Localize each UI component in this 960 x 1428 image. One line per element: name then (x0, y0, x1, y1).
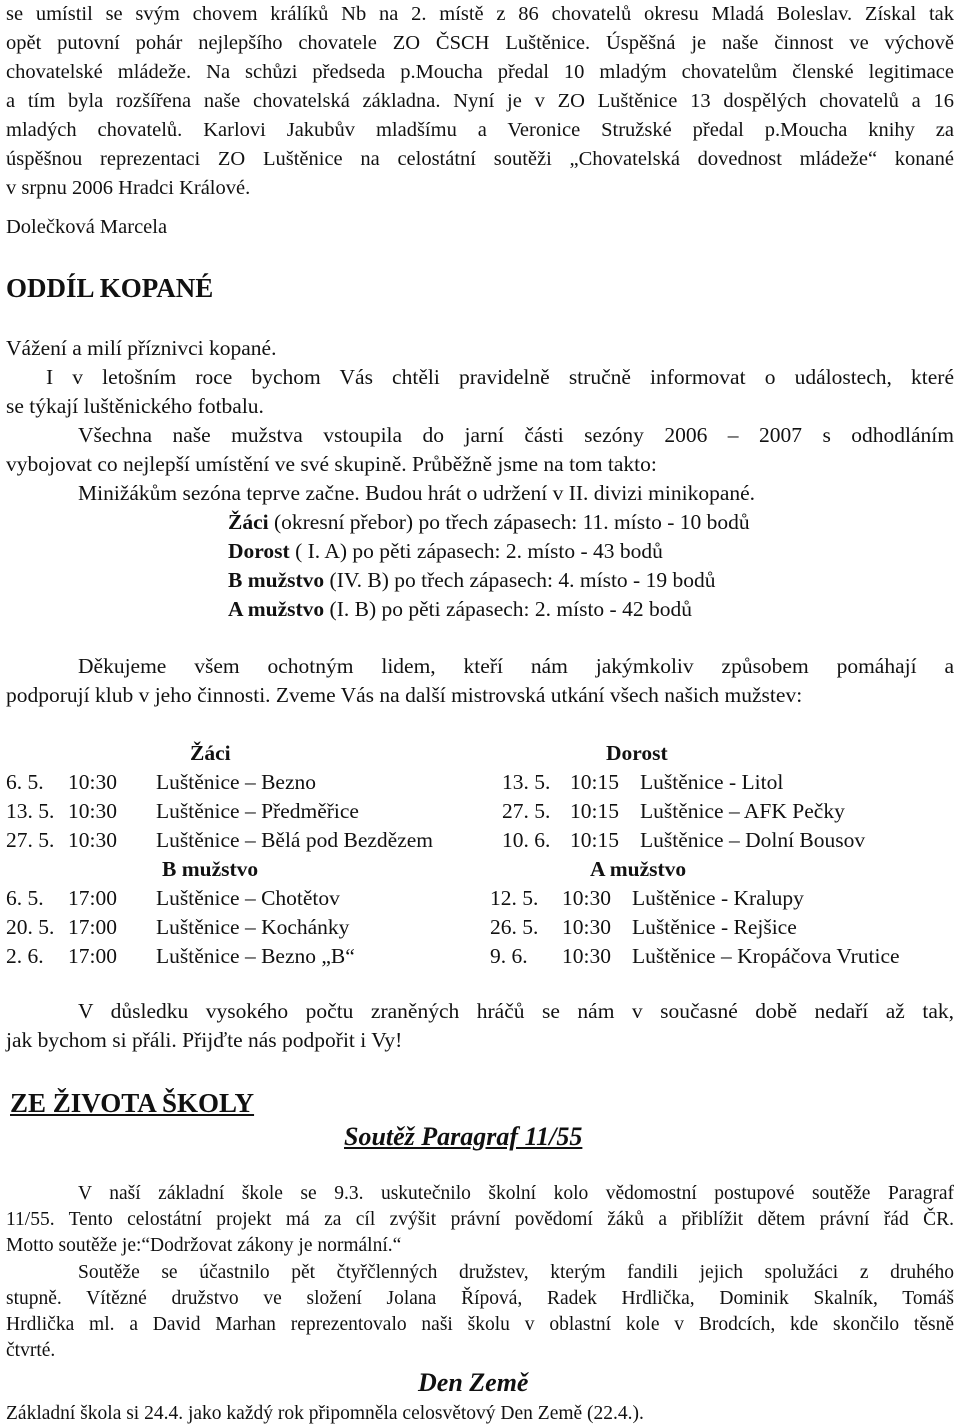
text-line: mladých chovatelů. Karlovi Jakubův mladšímu a Veronice Stružské předal p.Moucha knihy za (6, 119, 954, 141)
text-line: Soutěže se účastnilo pět čtyřčlenných družstev, kterým fandili jejich spolužáci z druhého (78, 1262, 954, 1283)
team-name: Dorost (228, 539, 290, 563)
standing-detail: (IV. B) po třech zápasech: 4. místo - 19 bodů (324, 568, 716, 592)
match-time: 10:15 (570, 828, 619, 852)
match-date: 26. 5. (490, 915, 539, 939)
text-line: Základní škola si 24.4. jako každý rok připomněla celosvětový Den Země (22.4.). (6, 1403, 644, 1424)
match-teams: Luštěnice – Bělá pod Bezdězem (156, 828, 434, 852)
match-teams: Luštěnice - Rejšice (632, 915, 797, 939)
match-teams: Luštěnice – Dolní Bousov (640, 828, 866, 852)
standings-intro: Minižákům sezóna teprve začne. Budou hrát o udržení v II. divizi minikopané. (78, 481, 756, 505)
match-teams: Luštěnice – Bezno „B“ (156, 944, 355, 968)
match-date: 9. 6. (490, 944, 528, 968)
section-heading: ZE ŽIVOTA ŠKOLY (10, 1088, 255, 1118)
match-date: 13. 5. (6, 799, 55, 823)
match-teams: Luštěnice - Litol (640, 770, 784, 794)
match-date: 10. 6. (502, 828, 551, 852)
match-teams: Luštěnice – AFK Pečky (640, 799, 845, 823)
author-signature: Dolečková Marcela (6, 216, 168, 238)
text-line: a tím byla rozšířena naše chovatelská základna. Nyní je v ZO Luštěnice 13 dospělých chovatelů a 16 (6, 90, 954, 112)
team-name: B mužstvo (228, 568, 325, 592)
match-date: 6. 5. (6, 770, 44, 794)
match-date: 20. 5. (6, 915, 55, 939)
text-line: I v letošním roce bychom Vás chtěli pravidelně stručně informovat o událostech, které (46, 365, 954, 389)
text-line: vybojovat co nejlepší umístění ve své skupině. Průběžně jsme na tom takto: (6, 452, 657, 476)
match-time: 10:30 (68, 799, 117, 823)
greeting: Vážení a milí příznivci kopané. (6, 336, 277, 360)
text-line: úspěšnou reprezentaci ZO Luštěnice na celostátní soutěži „Chovatelská dovednost mládeže“ konané (6, 148, 954, 170)
section-heading: ODDÍL KOPANÉ (6, 273, 214, 303)
text-line: v srpnu 2006 Hradci Králové. (6, 177, 251, 199)
text-line: V důsledku vysokého počtu zraněných hráčů se nám v současné době nedaří až tak, (78, 999, 954, 1023)
text-line: Hrdlička ml. a David Marhan reprezentovalo naši školu v oblastní kole v Brodcích, kde skončilo těsně (6, 1314, 954, 1335)
text-line: podporují klub v jeho činnosti. Zveme Vás na další mistrovská utkání všech našich mužstev: (6, 683, 803, 707)
match-teams: Luštěnice – Chotětov (156, 886, 340, 910)
text-line: čtvrté. (6, 1340, 56, 1361)
match-time: 10:30 (562, 915, 611, 939)
match-date: 6. 5. (6, 886, 44, 910)
match-date: 27. 5. (502, 799, 551, 823)
match-time: 17:00 (68, 944, 117, 968)
match-time: 10:15 (570, 770, 619, 794)
text-line: Všechna naše mužstva vstoupila do jarní části sezóny 2006 – 2007 s odhodláním (78, 423, 954, 447)
match-time: 10:30 (562, 944, 611, 968)
article-title: Den Země (418, 1368, 529, 1397)
text-line: se týkají luštěnického fotbalu. (6, 394, 264, 418)
text-line: se umístil se svým chovem králíků Nb na 2. místě z 86 chovatelů okresu Mladá Boleslav. Získal tak (6, 3, 954, 25)
article-title: Soutěž Paragraf 11/55 (344, 1122, 583, 1151)
standing-detail: (I. B) po pěti zápasech: 2. místo - 42 bodů (324, 597, 692, 621)
text-line: chovatelské mládeže. Na schůzi předseda p.Moucha předal 10 mladým chovatelům členské legitimace (6, 61, 954, 83)
match-teams: Luštěnice – Předměřice (156, 799, 359, 823)
match-time: 17:00 (68, 915, 117, 939)
match-time: 10:30 (562, 886, 611, 910)
match-teams: Luštěnice – Bezno (156, 770, 317, 794)
match-teams: Luštěnice – Kochánky (156, 915, 350, 939)
text-line: jak bychom si přáli. Přijďte nás podpořit i Vy! (6, 1028, 403, 1052)
standing-row (228, 570, 960, 592)
match-date: 13. 5. (502, 770, 551, 794)
match-time: 10:30 (68, 828, 117, 852)
standing-detail: ( I. A) po pěti zápasech: 2. místo - 43 bodů (289, 539, 663, 563)
schedule-heading-b-muzstvo: B mužstvo (162, 857, 259, 881)
schedule-heading-zaci: Žáci (190, 741, 231, 765)
standing-row (228, 599, 960, 621)
text-line: 11/55. Tento celostátní projekt má za cíl zvýšit právní povědomí žáků a přiblížit dětem právní řád ČR. (6, 1209, 954, 1230)
schedule-heading-dorost: Dorost (606, 741, 668, 765)
standing-detail: (okresní přebor) po třech zápasech: 11. místo - 10 bodů (268, 510, 750, 534)
match-date: 2. 6. (6, 944, 44, 968)
text-line: stupně. Vítězné družstvo ve složení Jolana Řípová, Radek Hrdlička, Dominik Skalník, Tomáš (6, 1288, 954, 1309)
match-teams: Luštěnice - Kralupy (632, 886, 804, 910)
schedule-heading-a-muzstvo: A mužstvo (590, 857, 687, 881)
standing-row (228, 541, 960, 563)
text-line: opět putovní pohár nejlepšího chovatele ZO ČSCH Luštěnice. Úspěšná je naše činnost ve výchově (6, 32, 954, 54)
match-time: 10:30 (68, 770, 117, 794)
match-date: 27. 5. (6, 828, 55, 852)
match-teams: Luštěnice – Kropáčova Vrutice (632, 944, 900, 968)
match-date: 12. 5. (490, 886, 539, 910)
team-name: Žáci (228, 510, 269, 534)
text-line: Děkujeme všem ochotným lidem, kteří nám jakýmkoliv způsobem pomáhají a (78, 654, 954, 678)
text-line: V naší základní škole se 9.3. uskutečnilo školní kolo vědomostní postupové soutěže Paragraf (78, 1183, 954, 1204)
standing-row (228, 512, 960, 534)
match-time: 17:00 (68, 886, 117, 910)
team-name: A mužstvo (228, 597, 325, 621)
text-line: Motto soutěže je:“Dodržovat zákony je normální.“ (6, 1235, 402, 1256)
match-time: 10:15 (570, 799, 619, 823)
